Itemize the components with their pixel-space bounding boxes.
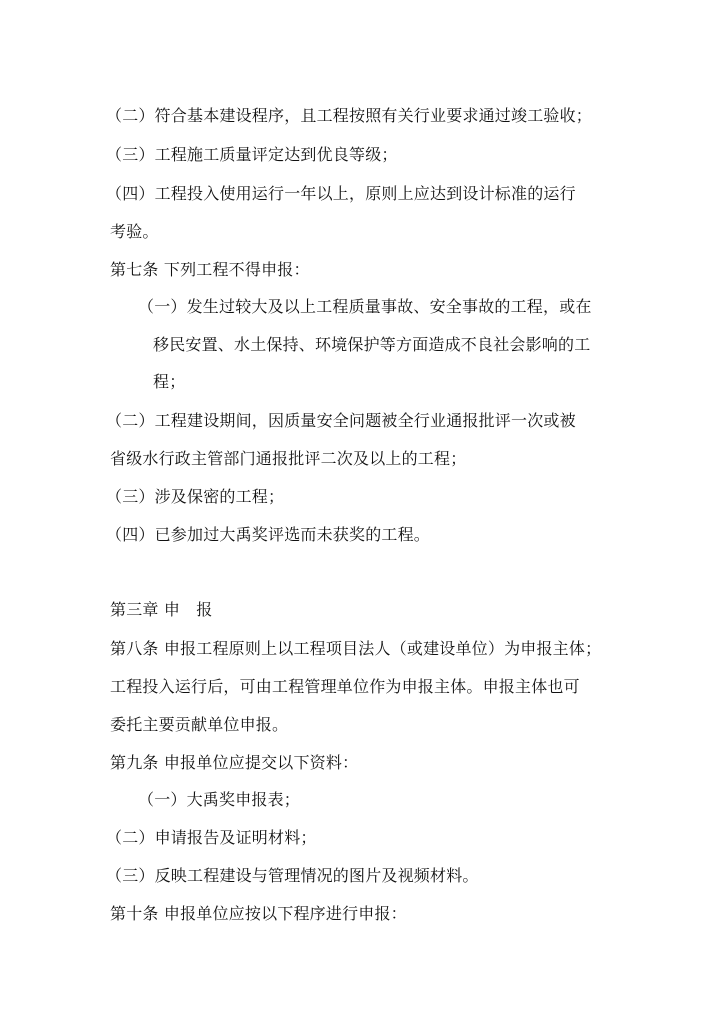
clause-7-item-3: （三）涉及保密的工程； xyxy=(106,487,285,506)
article-10-heading: 第十条 申报单位应按以下程序进行申报： xyxy=(110,904,407,923)
clause-9-item-2: （二）申请报告及证明材料； xyxy=(106,828,317,847)
chapter-3-heading: 第三章 申 报 xyxy=(110,600,213,619)
clause-7-item-4: （四）已参加过大禹奖评选而未获奖的工程。 xyxy=(106,525,431,544)
clause-6-item-4-cont: 考验。 xyxy=(110,222,159,241)
article-8-cont2: 委托主要贡献单位申报。 xyxy=(110,715,289,734)
clause-7-item-2: （二）工程建设期间，因质量安全问题被全行业通报批评一次或被 xyxy=(106,411,576,430)
clause-9-item-3: （三）反映工程建设与管理情况的图片及视频材料。 xyxy=(106,866,479,885)
article-9-heading: 第九条 申报单位应提交以下资料： xyxy=(110,753,359,772)
clause-7-item-1-cont: 移民安置、水土保持、环境保护等方面造成不良社会影响的工 xyxy=(153,335,591,354)
clause-7-item-1: （一）发生过较大及以上工程质量事故、安全事故的工程，或在 xyxy=(138,297,592,316)
clause-7-item-2-cont: 省级水行政主管部门通报批评二次及以上的工程； xyxy=(110,449,467,468)
clause-6-item-4: （四）工程投入使用运行一年以上，原则上应达到设计标准的运行 xyxy=(106,184,576,203)
clause-6-item-2: （二）符合基本建设程序，且工程按照有关行业要求通过竣工验收； xyxy=(106,106,593,125)
article-7-heading: 第七条 下列工程不得申报： xyxy=(110,260,310,279)
clause-6-item-3: （三）工程施工质量评定达到优良等级； xyxy=(106,145,398,164)
article-8-cont: 工程投入运行后，可由工程管理单位作为申报主体。申报主体也可 xyxy=(110,677,580,696)
clause-9-item-1: （一）大禹奖申报表； xyxy=(138,790,301,809)
clause-7-item-1-cont2: 程； xyxy=(153,372,186,391)
article-8: 第八条 申报工程原则上以工程项目法人（或建设单位）为申报主体； xyxy=(110,639,602,658)
